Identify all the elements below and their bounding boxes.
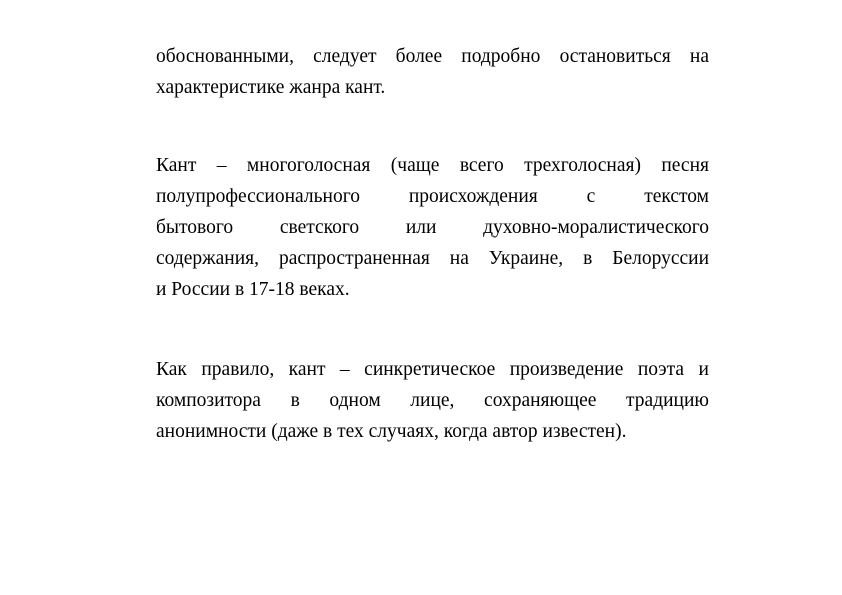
paragraph-line: Кант – многоголосная (чаще всего трехголосная) песня [156,155,709,176]
paragraph-line: содержания, распространенная на Украине, в Белоруссии [156,248,709,269]
paragraph-2 [156,150,709,305]
paragraph-line: бытового светского или духовно-моралистического [156,217,709,238]
paragraph-line: и России в 17-18 веках. [156,279,350,300]
paragraph-1 [156,41,709,103]
paragraph-line: полупрофессионального происхождения с текстом [156,186,709,207]
paragraph-line: Как правило, кант – синкретическое произведение поэта и [156,359,709,380]
paragraph-3 [156,354,709,447]
paragraph-line: композитора в одном лице, сохраняющее традицию [156,390,709,411]
paragraph-line: анонимности (даже в тех случаях, когда автор известен). [156,421,627,442]
paragraph-line: характеристике жанра кант. [156,77,386,98]
paragraph-line: обоснованными, следует более подробно остановиться на [156,46,709,67]
